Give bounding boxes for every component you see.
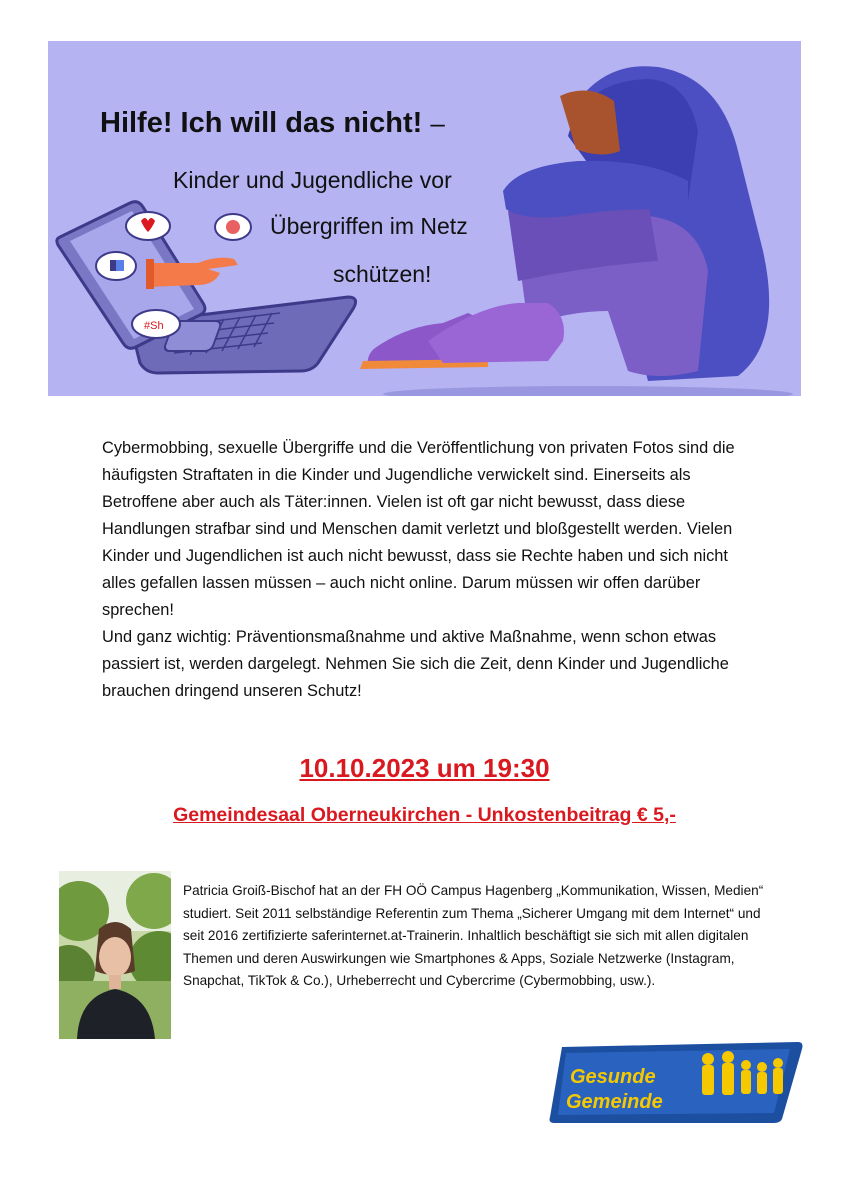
banner-subtitle-line-3: schützen!	[333, 261, 432, 287]
event-date-time: 10.10.2023 um 19:30	[299, 753, 550, 783]
face-bubble-icon	[215, 214, 251, 240]
banner-subtitle-line-1: Kinder und Jugendliche vor	[173, 167, 452, 193]
speaker-portrait-icon	[59, 871, 171, 1039]
event-venue-cost: Gemeindesaal Oberneukirchen - Unkostenbeitrag € 5,-	[173, 804, 676, 826]
speaker-bio: Patricia Groiß-Bischof hat an der FH OÖ Campus Hagenberg „Kommunikation, Wissen, Medien“ studiert. Seit 2011 selbständige Referentin zum Thema „Sicherer Umgang mit dem Internet“ und seit 2016 zertifizierte saferinternet.at-Trainerin. Inhaltlich beschäftigt sie sich mit allen digitalen Themen und deren Auswirkungen wie Smartphones & Apps, Soziale Netzwerke (Instagram, Snapchat, TikTok & Co.), Urheberrecht und Cybercrime (Cybermobbing, usw.).	[183, 883, 764, 988]
banner-subtitle-line-2: Übergriffen im Netz	[270, 213, 468, 239]
gesunde-gemeinde-logo	[548, 1039, 806, 1125]
dislike-bubble-icon	[96, 252, 136, 280]
logo-text-line-2: Gemeinde	[566, 1091, 663, 1113]
hashtag-bubble-icon	[132, 310, 180, 338]
banner-title: Hilfe! Ich will das nicht! –	[100, 107, 445, 139]
intro-text	[102, 435, 762, 705]
speaker-photo	[59, 871, 171, 1039]
header-banner	[48, 41, 801, 396]
heart-bubble-icon	[126, 212, 170, 240]
svg-text:#Sh: #Sh	[144, 320, 164, 332]
logo-text-line-1: Gesunde	[570, 1066, 656, 1088]
intro-paragraph-2: Und ganz wichtig: Präventionsmaßnahme und aktive Maßnahme, wenn schon etwas passiert ist, werden dargelegt. Nehmen Sie sich die Zeit, denn Kinder und Jugendliche brauchen dringend unseren Schutz!	[102, 628, 729, 700]
intro-paragraph-1: Cybermobbing, sexuelle Übergriffe und die Veröffentlichung von privaten Fotos sind die häufigsten Straftaten in die Kinder und Jugendliche verwickelt sind. Einerseits als Betroffene aber auch als Täter:innen. Vielen ist oft gar nicht bewusst, dass diese Handlungen strafbar sind und Menschen damit verletzt und bloßgestellt werden. Vielen Kinder und Jugendlichen ist auch nicht bewusst, dass sie Rechte haben und sich nicht alles gefallen lassen müssen – auch nicht online. Darum müssen wir offen darüber sprechen!	[102, 439, 735, 619]
